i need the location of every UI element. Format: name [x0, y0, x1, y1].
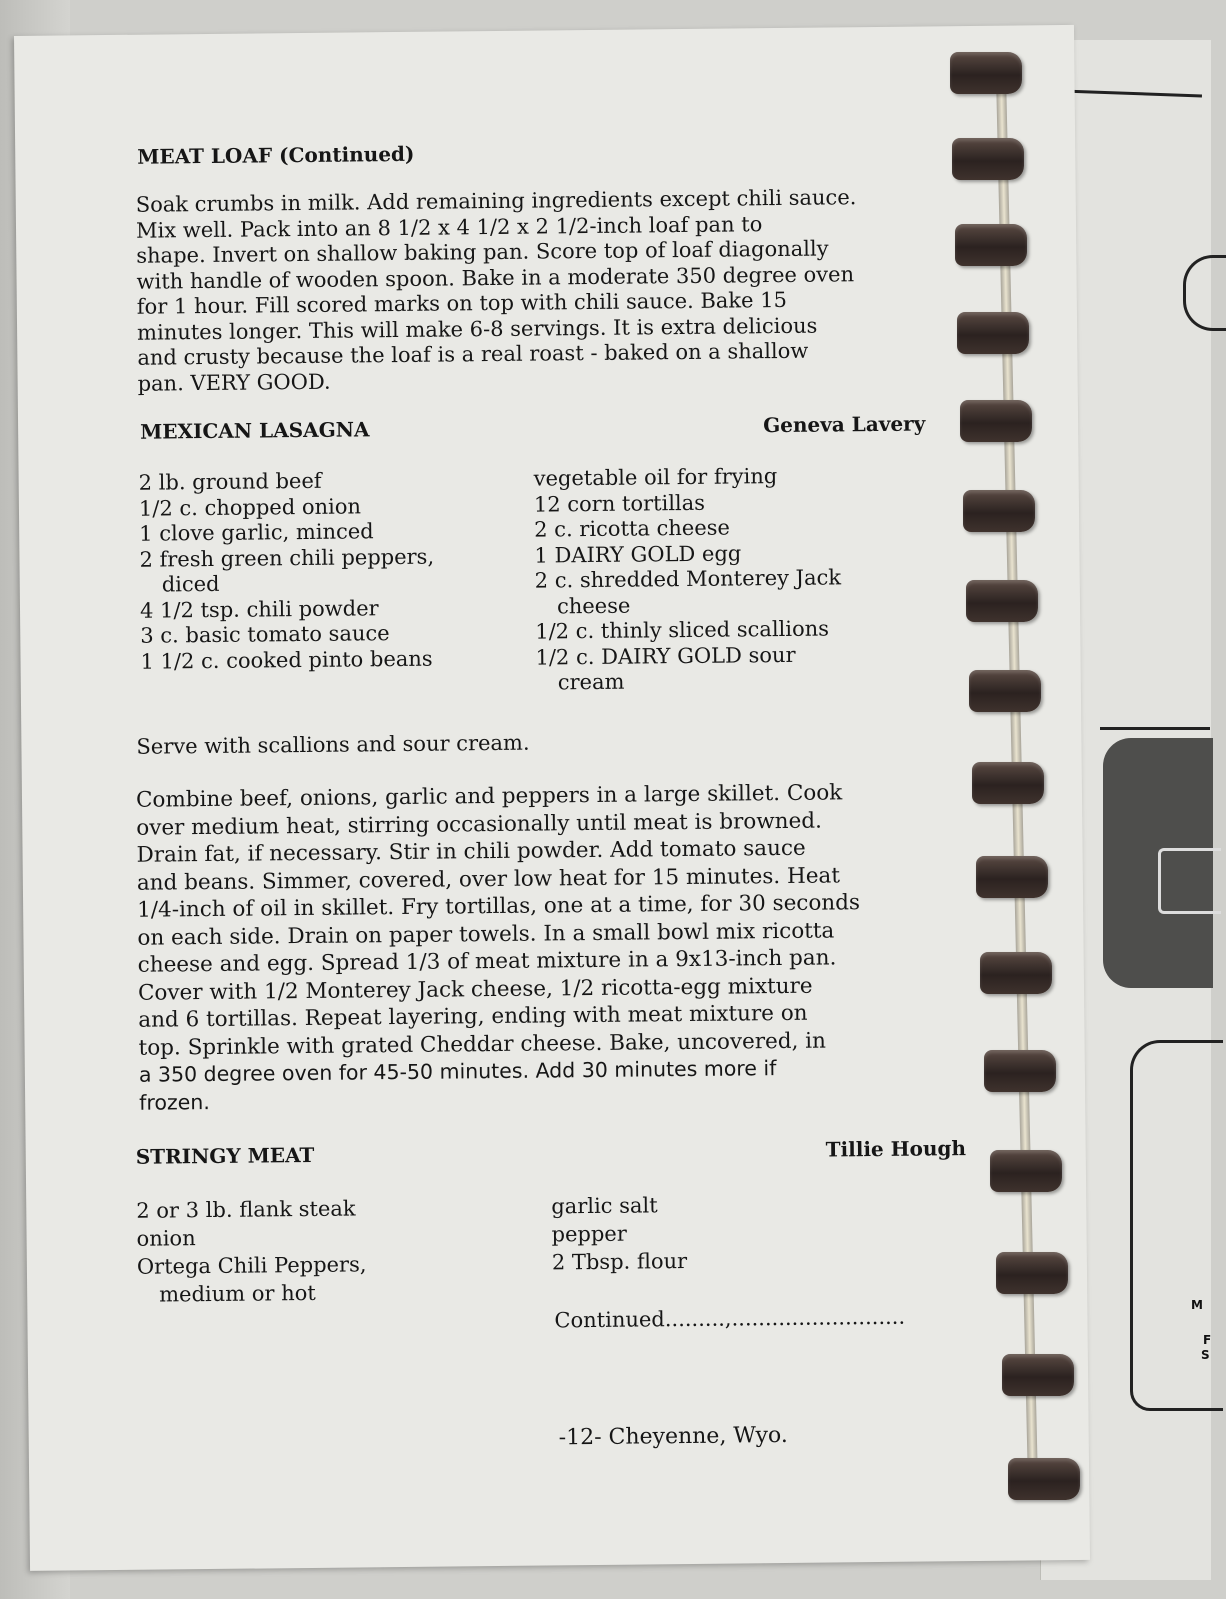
next-page-box [1130, 1040, 1223, 1411]
text-line: pan. VERY GOOD. [137, 369, 331, 396]
binding-ring [960, 400, 1032, 442]
ingredient: 2 fresh green chili peppers, [139, 544, 435, 572]
binding-ring [955, 224, 1027, 266]
next-page-photo [1103, 738, 1213, 988]
binding-ring [972, 762, 1044, 804]
ingredient: vegetable oil for frying [533, 464, 778, 491]
next-page-fragment-2: F [1203, 1333, 1212, 1347]
mexican-lasagna-heading: MEXICAN LASAGNA [140, 417, 370, 444]
next-page-rule-2 [1100, 727, 1210, 730]
binding-ring [1002, 1354, 1074, 1396]
ingredient: 2 c. ricotta cheese [534, 515, 731, 542]
text-line: on each side. Drain on paper towels. In a small bowl mix ricotta [137, 917, 835, 951]
ingredient: pepper [551, 1221, 627, 1247]
ingredient: medium or hot [159, 1280, 316, 1307]
text-line: and 6 tortillas. Repeat layering, ending with meat mixture on [138, 1000, 808, 1033]
text-line: top. Sprinkle with grated Cheddar cheese. Bake, uncovered, in [138, 1028, 827, 1061]
text-line: Combine beef, onions, garlic and peppers in a large skillet. Cook [135, 780, 843, 813]
text-line: minutes longer. This will make 6-8 servings. It is extra delicious [136, 313, 818, 345]
meat-loaf-heading: MEAT LOAF (Continued) [137, 141, 415, 169]
stringy-meat-author: Tillie Hough [825, 1136, 967, 1162]
ingredient: 12 corn tortillas [533, 490, 706, 517]
mexican-lasagna-author: Geneva Lavery [762, 411, 926, 438]
ingredient: 2 Tbsp. flour [551, 1249, 688, 1275]
text-line: and beans. Simmer, covered, over low heat for 15 minutes. Heat [136, 862, 841, 896]
meat-loaf-directions [136, 185, 859, 397]
continued-note: Continued.........,.......................... [554, 1304, 906, 1333]
text-line: shape. Invert on shallow baking pan. Score top of loaf diagonally [136, 236, 829, 268]
binding-ring [950, 52, 1022, 94]
binding-ring [952, 138, 1024, 180]
text-line: Drain fat, if necessary. Stir in chili powder. Add tomato sauce [136, 835, 806, 868]
ingredient: diced [161, 571, 220, 597]
binding-ring [963, 490, 1035, 532]
ingredient: 2 c. shredded Monterey Jack [534, 565, 842, 593]
text-line: frozen. [139, 1089, 210, 1115]
mexican-lasagna-serve-note: Serve with scallions and sour cream. [136, 730, 530, 759]
next-page-fragment-3: S [1201, 1348, 1210, 1362]
cookbook-page [14, 25, 1090, 1571]
ingredient: onion [136, 1226, 196, 1251]
stringy-meat-ingredients-right [551, 1191, 687, 1276]
text-line: with handle of wooden spoon. Bake in a moderate 350 degree oven [136, 261, 855, 294]
ingredient: Ortega Chili Peppers, [136, 1252, 367, 1279]
binding-ring [969, 670, 1041, 712]
binding-ring [957, 312, 1029, 354]
text-line: 1/4-inch of oil in skillet. Fry tortillas, one at a time, for 30 seconds [137, 890, 861, 923]
ingredient: 1/2 c. DAIRY GOLD sour [535, 642, 796, 670]
binding-ring [996, 1252, 1068, 1294]
binding-ring [966, 580, 1038, 622]
stringy-meat-heading: STRINGY MEAT [135, 1142, 315, 1169]
binding-ring [980, 952, 1052, 994]
ingredient: 2 lb. ground beef [138, 468, 322, 495]
ingredient: 1/2 c. chopped onion [138, 493, 362, 521]
text-line: a 350 degree oven for 45-50 minutes. Add 30 minutes more if [138, 1056, 777, 1087]
ingredient: 4 1/2 tsp. chili powder [139, 595, 379, 623]
ingredient: cheese [556, 593, 631, 618]
ingredient: 3 c. basic tomato sauce [140, 621, 390, 648]
ingredient: garlic salt [551, 1193, 658, 1219]
next-page-graphic-curve [1183, 255, 1226, 331]
ingredient: 2 or 3 lb. flank steak [136, 1196, 356, 1223]
binding-ring [990, 1150, 1062, 1192]
ingredient: 1 1/2 c. cooked pinto beans [140, 646, 433, 674]
binding-ring [1008, 1458, 1080, 1500]
text-line: over medium heat, stirring occasionally until meat is browned. [136, 808, 822, 841]
mexican-lasagna-ingredients-right [534, 463, 843, 696]
binding-ring [984, 1050, 1056, 1092]
text-line: for 1 hour. Fill scored marks on top with chili sauce. Bake 15 [136, 287, 788, 319]
next-page-fragment-1: M [1191, 1298, 1203, 1312]
ingredient: 1 clove garlic, minced [139, 519, 374, 546]
page-footer: -12- Cheyenne, Wyo. [558, 1422, 788, 1451]
text-line: cheese and egg. Spread 1/3 of meat mixture in a 9x13-inch pan. [137, 945, 837, 978]
text-line: Mix well. Pack into an 8 1/2 x 4 1/2 x 2 1/2-inch loaf pan to [135, 211, 763, 243]
ingredient: 1/2 c. thinly sliced scallions [535, 616, 830, 644]
text-line: Cover with 1/2 Monterey Jack cheese, 1/2 ricotta-egg mixture [137, 973, 813, 1006]
ingredient: cream [557, 669, 625, 695]
stringy-meat-ingredients-left [136, 1194, 367, 1308]
mexican-lasagna-directions [136, 779, 862, 1117]
mexican-lasagna-ingredients-left [139, 468, 436, 675]
bus-graphic [1158, 848, 1221, 914]
text-line: and crusty because the loaf is a real roast - baked on a shallow [137, 338, 809, 370]
ingredient: 1 DAIRY GOLD egg [534, 540, 742, 568]
text-line: Soak crumbs in milk. Add remaining ingredients except chili sauce. [135, 185, 857, 217]
binding-ring [976, 856, 1048, 898]
